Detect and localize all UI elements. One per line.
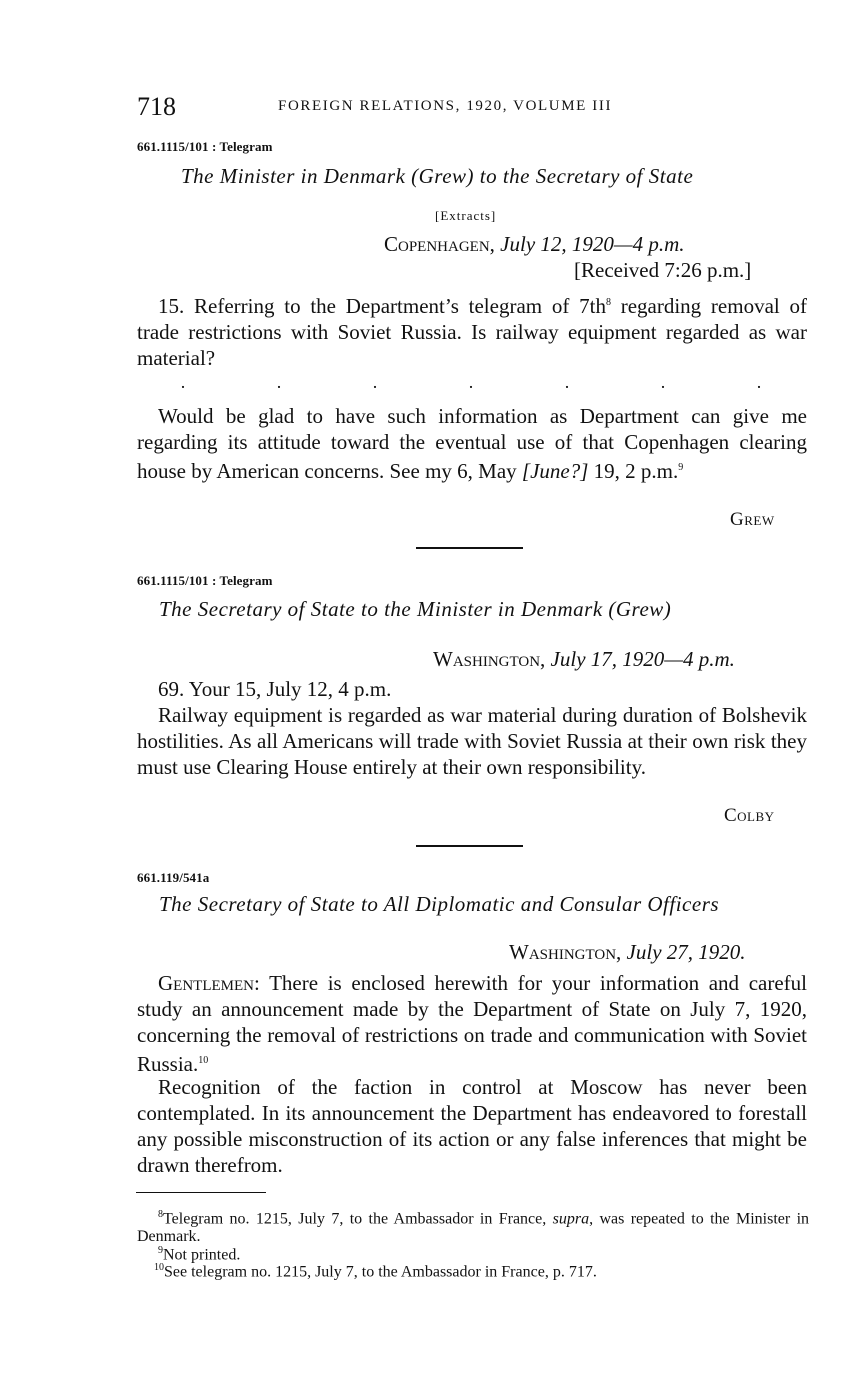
doc1-para2-end: 19, 2 p.m. (588, 459, 679, 483)
doc3-paragraph-2: Recognition of the faction in control at Moscow has never been contemplated. In its announcement the Department has endeavored to forestall any possible misconstruction of its action or any false inferences that might be drawn therefrom. (137, 1075, 807, 1177)
doc1-place: Copenhagen, (384, 232, 495, 256)
doc3-salutation: Gentlemen (158, 971, 254, 995)
footnote-8 (137, 1206, 809, 1246)
doc2-dateline (433, 647, 735, 672)
footnote-ref-9: 9 (678, 462, 684, 473)
ellipsis-dot: . (276, 372, 282, 392)
ellipsis-dot: . (180, 372, 186, 392)
footnote-mark: 8 (158, 1209, 163, 1220)
running-head: FOREIGN RELATIONS, 1920, VOLUME III (278, 98, 613, 114)
doc1-para1-rest: regarding removal of trade restrictions with Soviet Russia. Is railway equipment regarded as war material? (137, 294, 807, 370)
footnote-italic: supra (552, 1210, 590, 1228)
doc3-place: Washington, (509, 940, 622, 964)
ellipsis-dot: . (660, 372, 666, 392)
footnote-mark: 10 (154, 1262, 164, 1273)
doc3-paragraph-1 (137, 970, 807, 1077)
doc3-para1-text: : There is enclosed herewith for your information and careful study an announcement made by the Department of State on July 7, 1920, concerning the removal of restrictions on trade and communication with Soviet Russia. (137, 971, 807, 1076)
section-divider (416, 547, 523, 549)
doc1-date: July 12, 1920—4 p.m. (500, 232, 685, 256)
doc3-title: The Secretary of State to All Diplomatic and Consular Officers (159, 892, 720, 916)
doc3-file-ref: 661.119/541a (137, 870, 210, 885)
footnote-text: Telegram no. 1215, July 7, to the Ambassador in France, (163, 1210, 553, 1228)
footnote-ref-8: 8 (605, 297, 611, 308)
doc3-date: July 27, 1920. (626, 940, 746, 964)
doc1-dateline (384, 232, 685, 257)
doc2-signature: Colby (724, 805, 775, 826)
doc3-dateline (509, 940, 746, 965)
ellipsis-dot: . (372, 372, 378, 392)
footnote-mark: 9 (158, 1245, 163, 1256)
doc1-signature: Grew (730, 509, 775, 530)
doc2-paragraph-1: 69. Your 15, July 12, 4 p.m. (158, 677, 392, 701)
doc1-paragraph-2 (137, 403, 807, 484)
doc2-place: Washington, (433, 647, 546, 671)
doc1-received: [Received 7:26 p.m.] (574, 258, 752, 282)
doc1-paragraph-1 (137, 290, 807, 371)
doc2-date: July 17, 1920—4 p.m. (550, 647, 735, 671)
doc1-title: The Minister in Denmark (Grew) to the Secretary of State (181, 164, 694, 188)
footnote-text: Not printed. (163, 1246, 241, 1264)
doc2-file-ref: 661.1115/101 : Telegram (137, 573, 273, 588)
footnote-ref-10: 10 (198, 1055, 209, 1066)
footnote-10 (137, 1259, 809, 1281)
footnote-rule (136, 1192, 266, 1193)
ellipsis-row (135, 372, 807, 393)
ellipsis-dot: . (564, 372, 570, 392)
page-number: 718 (137, 92, 176, 121)
doc1-file-ref: 661.1115/101 : Telegram (137, 139, 273, 154)
doc2-paragraph-2: Railway equipment is regarded as war material during duration of Bolshevik hostilities. As all Americans will trade with Soviet Russia at their own risk they must use Clearing House entirely at their own responsibility. (137, 703, 807, 779)
doc1-para1-text: 15. Referring to the Department’s telegram of 7th (158, 294, 606, 318)
ellipsis-dot: . (756, 372, 762, 392)
doc1-extracts-note: [Extracts] (435, 208, 497, 223)
doc1-para2-bracket: [June?] (521, 459, 589, 483)
doc2-title: The Secretary of State to the Minister in Denmark (Grew) (159, 597, 672, 621)
section-divider (416, 845, 523, 847)
footnote-text: , was repeated to the Minister in Denmark. (137, 1210, 810, 1246)
doc1-para2-text: Would be glad to have such information as Department can give me regarding its attitude toward the eventual use of that Copenhagen clearing house by American concerns. See my 6, May (137, 404, 807, 483)
footnote-text: See telegram no. 1215, July 7, to the Ambassador in France, p. 717. (164, 1263, 597, 1281)
ellipsis-dot: . (468, 372, 474, 392)
